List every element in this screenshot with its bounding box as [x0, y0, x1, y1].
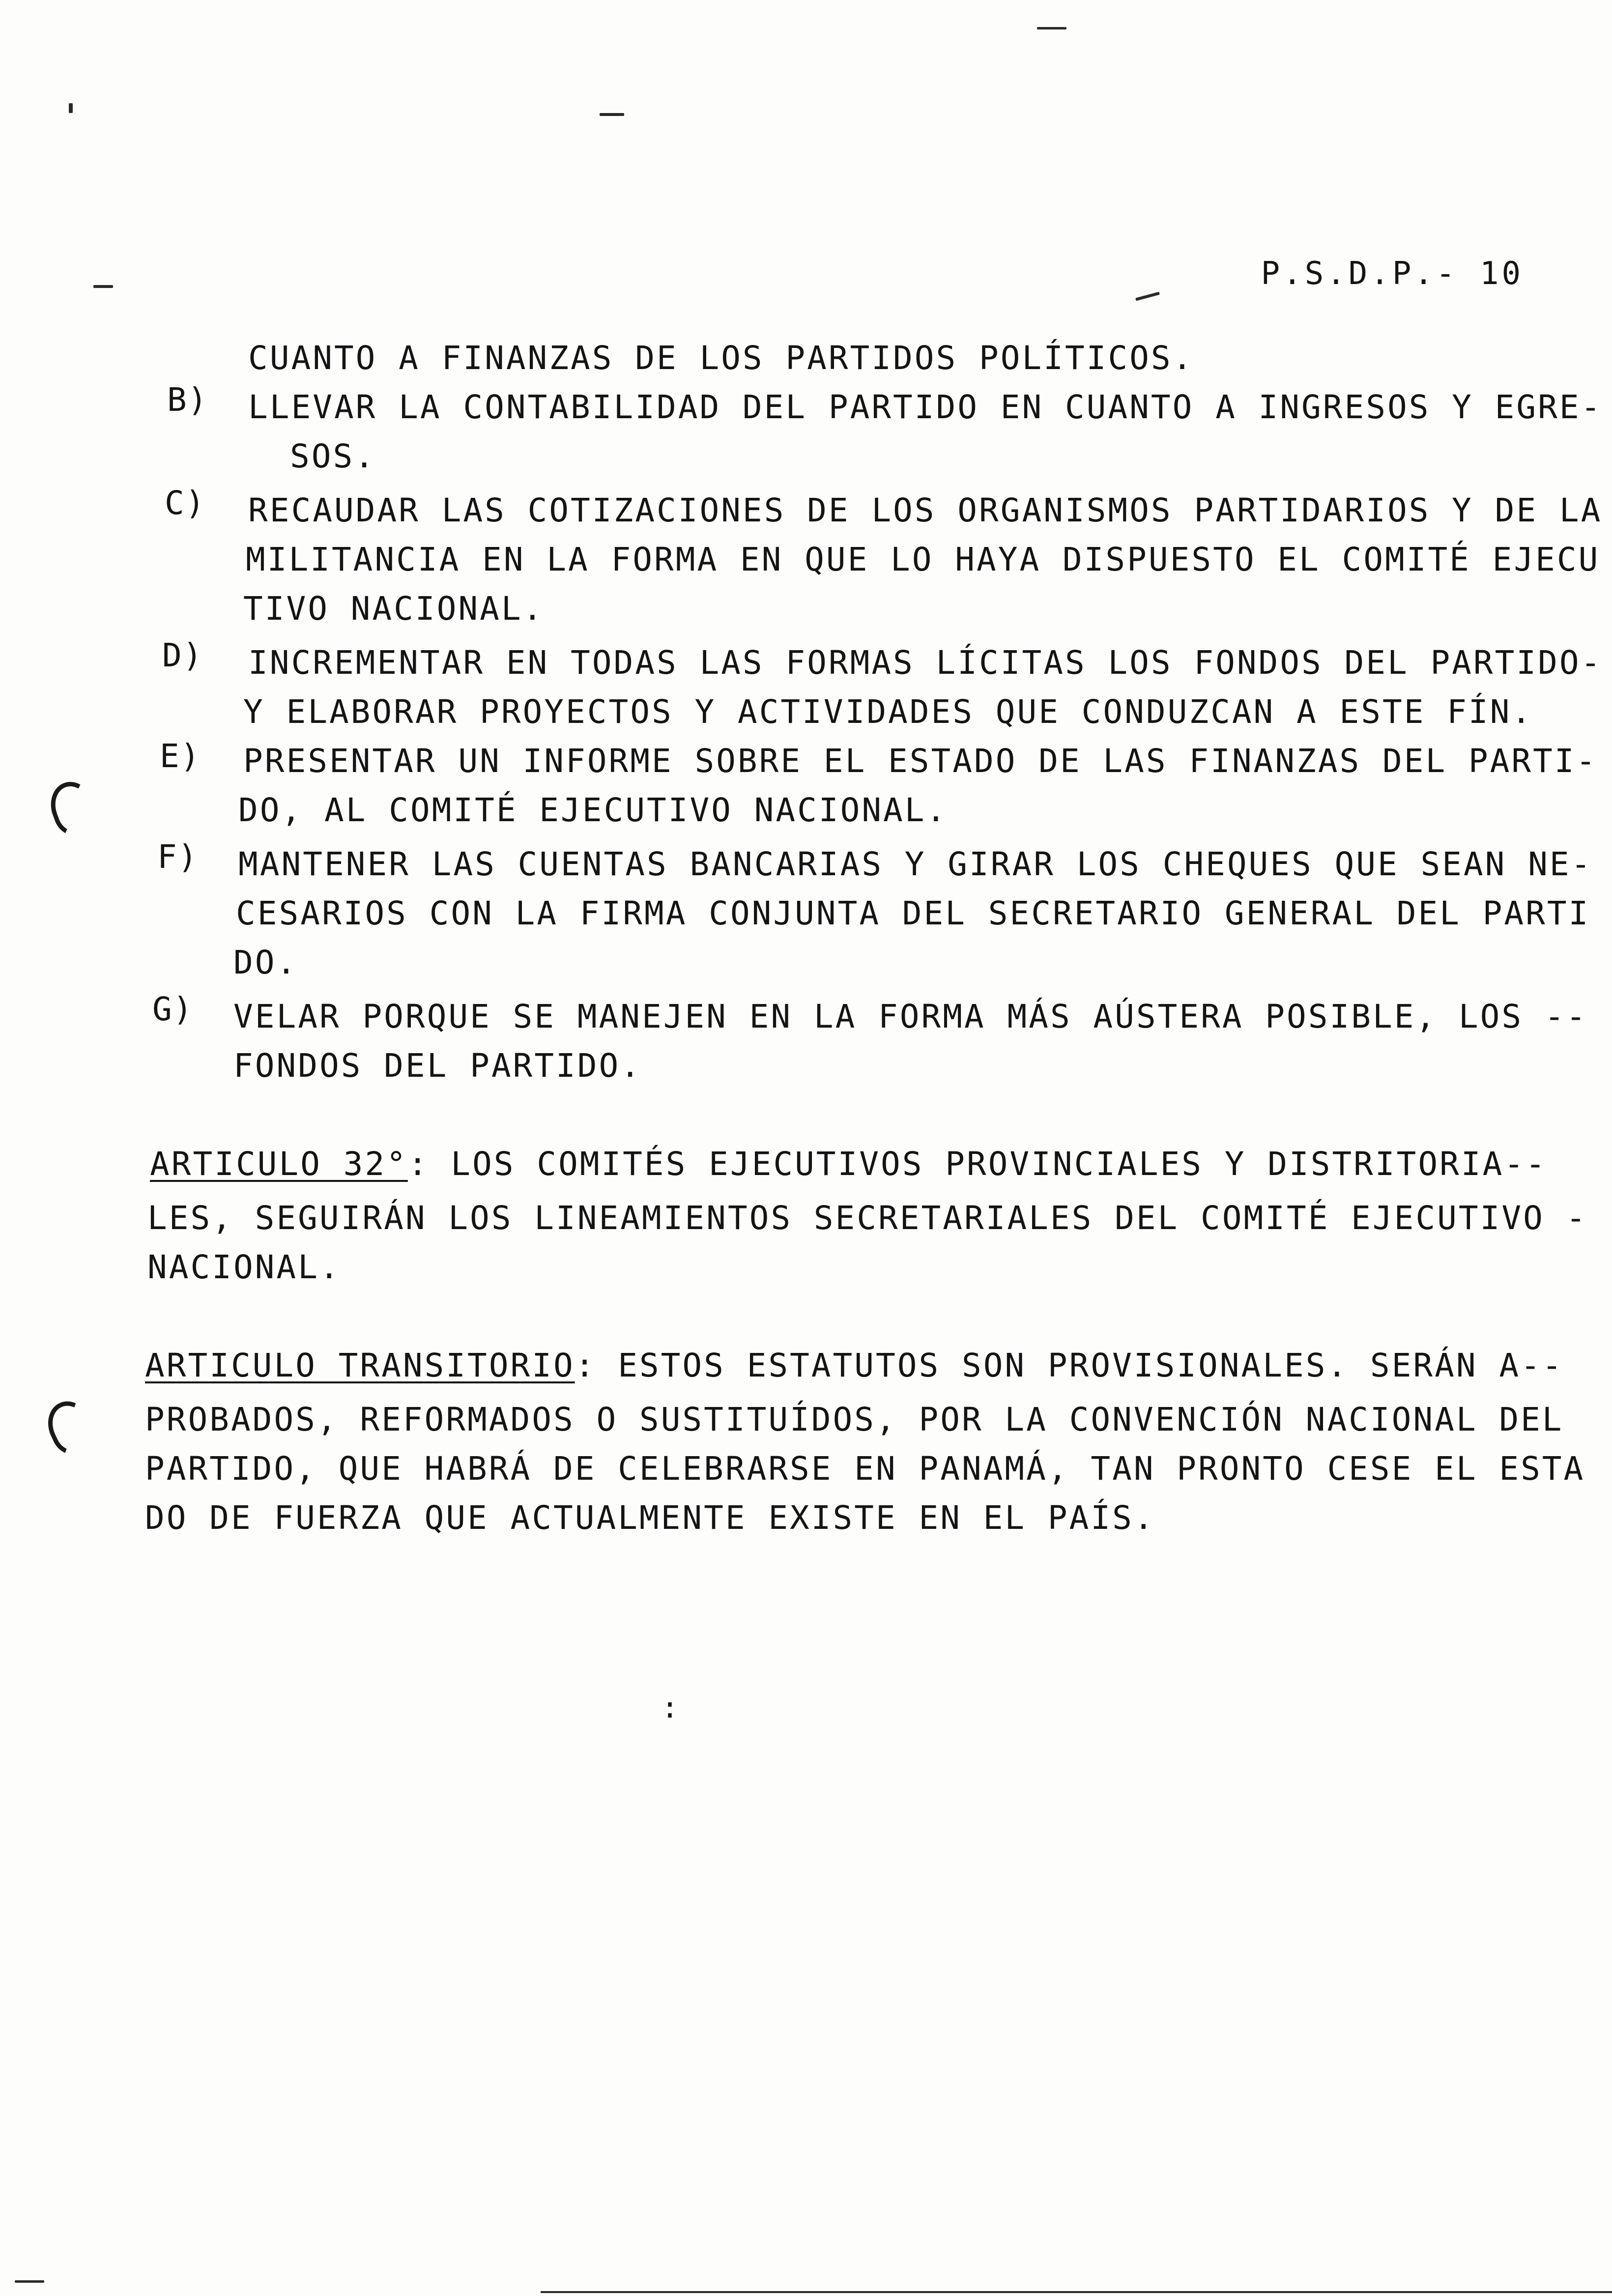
item-c-line-2: MILITANCIA EN LA FORMA EN QUE LO HAYA DISPUESTO EL COMITÉ EJECU	[246, 541, 1600, 578]
article-transitorio-line-2: PROBADOS, REFORMADOS O SUSTITUÍDOS, POR LA CONVENCIÓN NACIONAL DEL	[145, 1401, 1564, 1438]
scan-speck	[1135, 292, 1160, 301]
scan-speck	[15, 2280, 44, 2283]
item-b-marker: B)	[167, 381, 208, 419]
item-e-line-2: DO, AL COMITÉ EJECUTIVO NACIONAL.	[238, 791, 948, 829]
bottom-edge-rule	[541, 2291, 1612, 2293]
item-f-marker: F)	[157, 838, 199, 876]
article-32-text-1: : LOS COMITÉS EJECUTIVOS PROVINCIALES Y DISTRITORIA--	[407, 1145, 1547, 1183]
item-f-line-2: CESARIOS CON LA FIRMA CONJUNTA DEL SECRETARIO GENERAL DEL PARTI	[236, 894, 1590, 932]
article-32-line-3: NACIONAL.	[147, 1248, 341, 1286]
item-c-marker: C)	[165, 484, 206, 522]
item-f-line-3: DO.	[233, 944, 298, 981]
article-transitorio-text-1: : ESTOS ESTATUTOS SON PROVISIONALES. SERÁN A--	[575, 1347, 1564, 1384]
item-d-marker: D)	[162, 636, 203, 674]
item-d-line-2: Y ELABORAR PROYECTOS Y ACTIVIDADES QUE CONDUZCAN A ESTE FÍN.	[243, 693, 1533, 731]
scan-speck	[69, 103, 73, 113]
punch-hole-icon	[44, 775, 103, 840]
scan-speck	[1037, 27, 1066, 29]
article-transitorio-heading: ARTICULO TRANSITORIO	[145, 1347, 575, 1384]
item-c-line-3: TIVO NACIONAL.	[243, 590, 545, 628]
item-e-marker: E)	[160, 737, 201, 775]
article-transitorio-line-1	[145, 1347, 1564, 1384]
item-g-marker: G)	[152, 990, 194, 1028]
article-32-heading: ARTICULO 32°	[150, 1145, 408, 1183]
scan-speck	[600, 113, 624, 116]
item-c-line-1: RECAUDAR LAS COTIZACIONES DE LOS ORGANISMOS PARTIDARIOS Y DE LA	[248, 491, 1603, 529]
punch-hole-icon	[40, 1394, 101, 1460]
item-g-line-1: VELAR PORQUE SE MANEJEN EN LA FORMA MÁS AÚSTERA POSIBLE, LOS --	[233, 998, 1588, 1035]
item-e-line-1: PRESENTAR UN INFORME SOBRE EL ESTADO DE LAS FINANZAS DEL PARTI-	[243, 742, 1598, 780]
article-32-line-1	[150, 1145, 1547, 1183]
article-transitorio-line-3: PARTIDO, QUE HABRÁ DE CELEBRARSE EN PANAMÁ, TAN PRONTO CESE EL ESTA	[145, 1450, 1585, 1488]
page-header: P.S.D.P.- 10	[1261, 256, 1524, 292]
article-32-line-2: LES, SEGUIRÁN LOS LINEAMIENTOS SECRETARIALES DEL COMITÉ EJECUTIVO -	[147, 1199, 1588, 1237]
item-b-line-2: SOS.	[290, 437, 376, 475]
item-g-line-2: FONDOS DEL PARTIDO.	[233, 1047, 642, 1085]
item-d-line-1: INCREMENTAR EN TODAS LAS FORMAS LÍCITAS LOS FONDOS DEL PARTIDO-	[248, 644, 1603, 682]
item-b-line-1: LLEVAR LA CONTABILIDAD DEL PARTIDO EN CUANTO A INGRESOS Y EGRE-	[248, 388, 1603, 426]
colon-mark: :	[661, 1691, 681, 1725]
item-f-line-1: MANTENER LAS CUENTAS BANCARIAS Y GIRAR LOS CHEQUES QUE SEAN NE-	[238, 845, 1593, 883]
item-a-line-1: CUANTO A FINANZAS DE LOS PARTIDOS POLÍTICOS.	[248, 339, 1194, 377]
article-transitorio-line-4: DO DE FUERZA QUE ACTUALMENTE EXISTE EN EL PAÍS.	[145, 1499, 1155, 1537]
scan-speck	[93, 285, 113, 288]
